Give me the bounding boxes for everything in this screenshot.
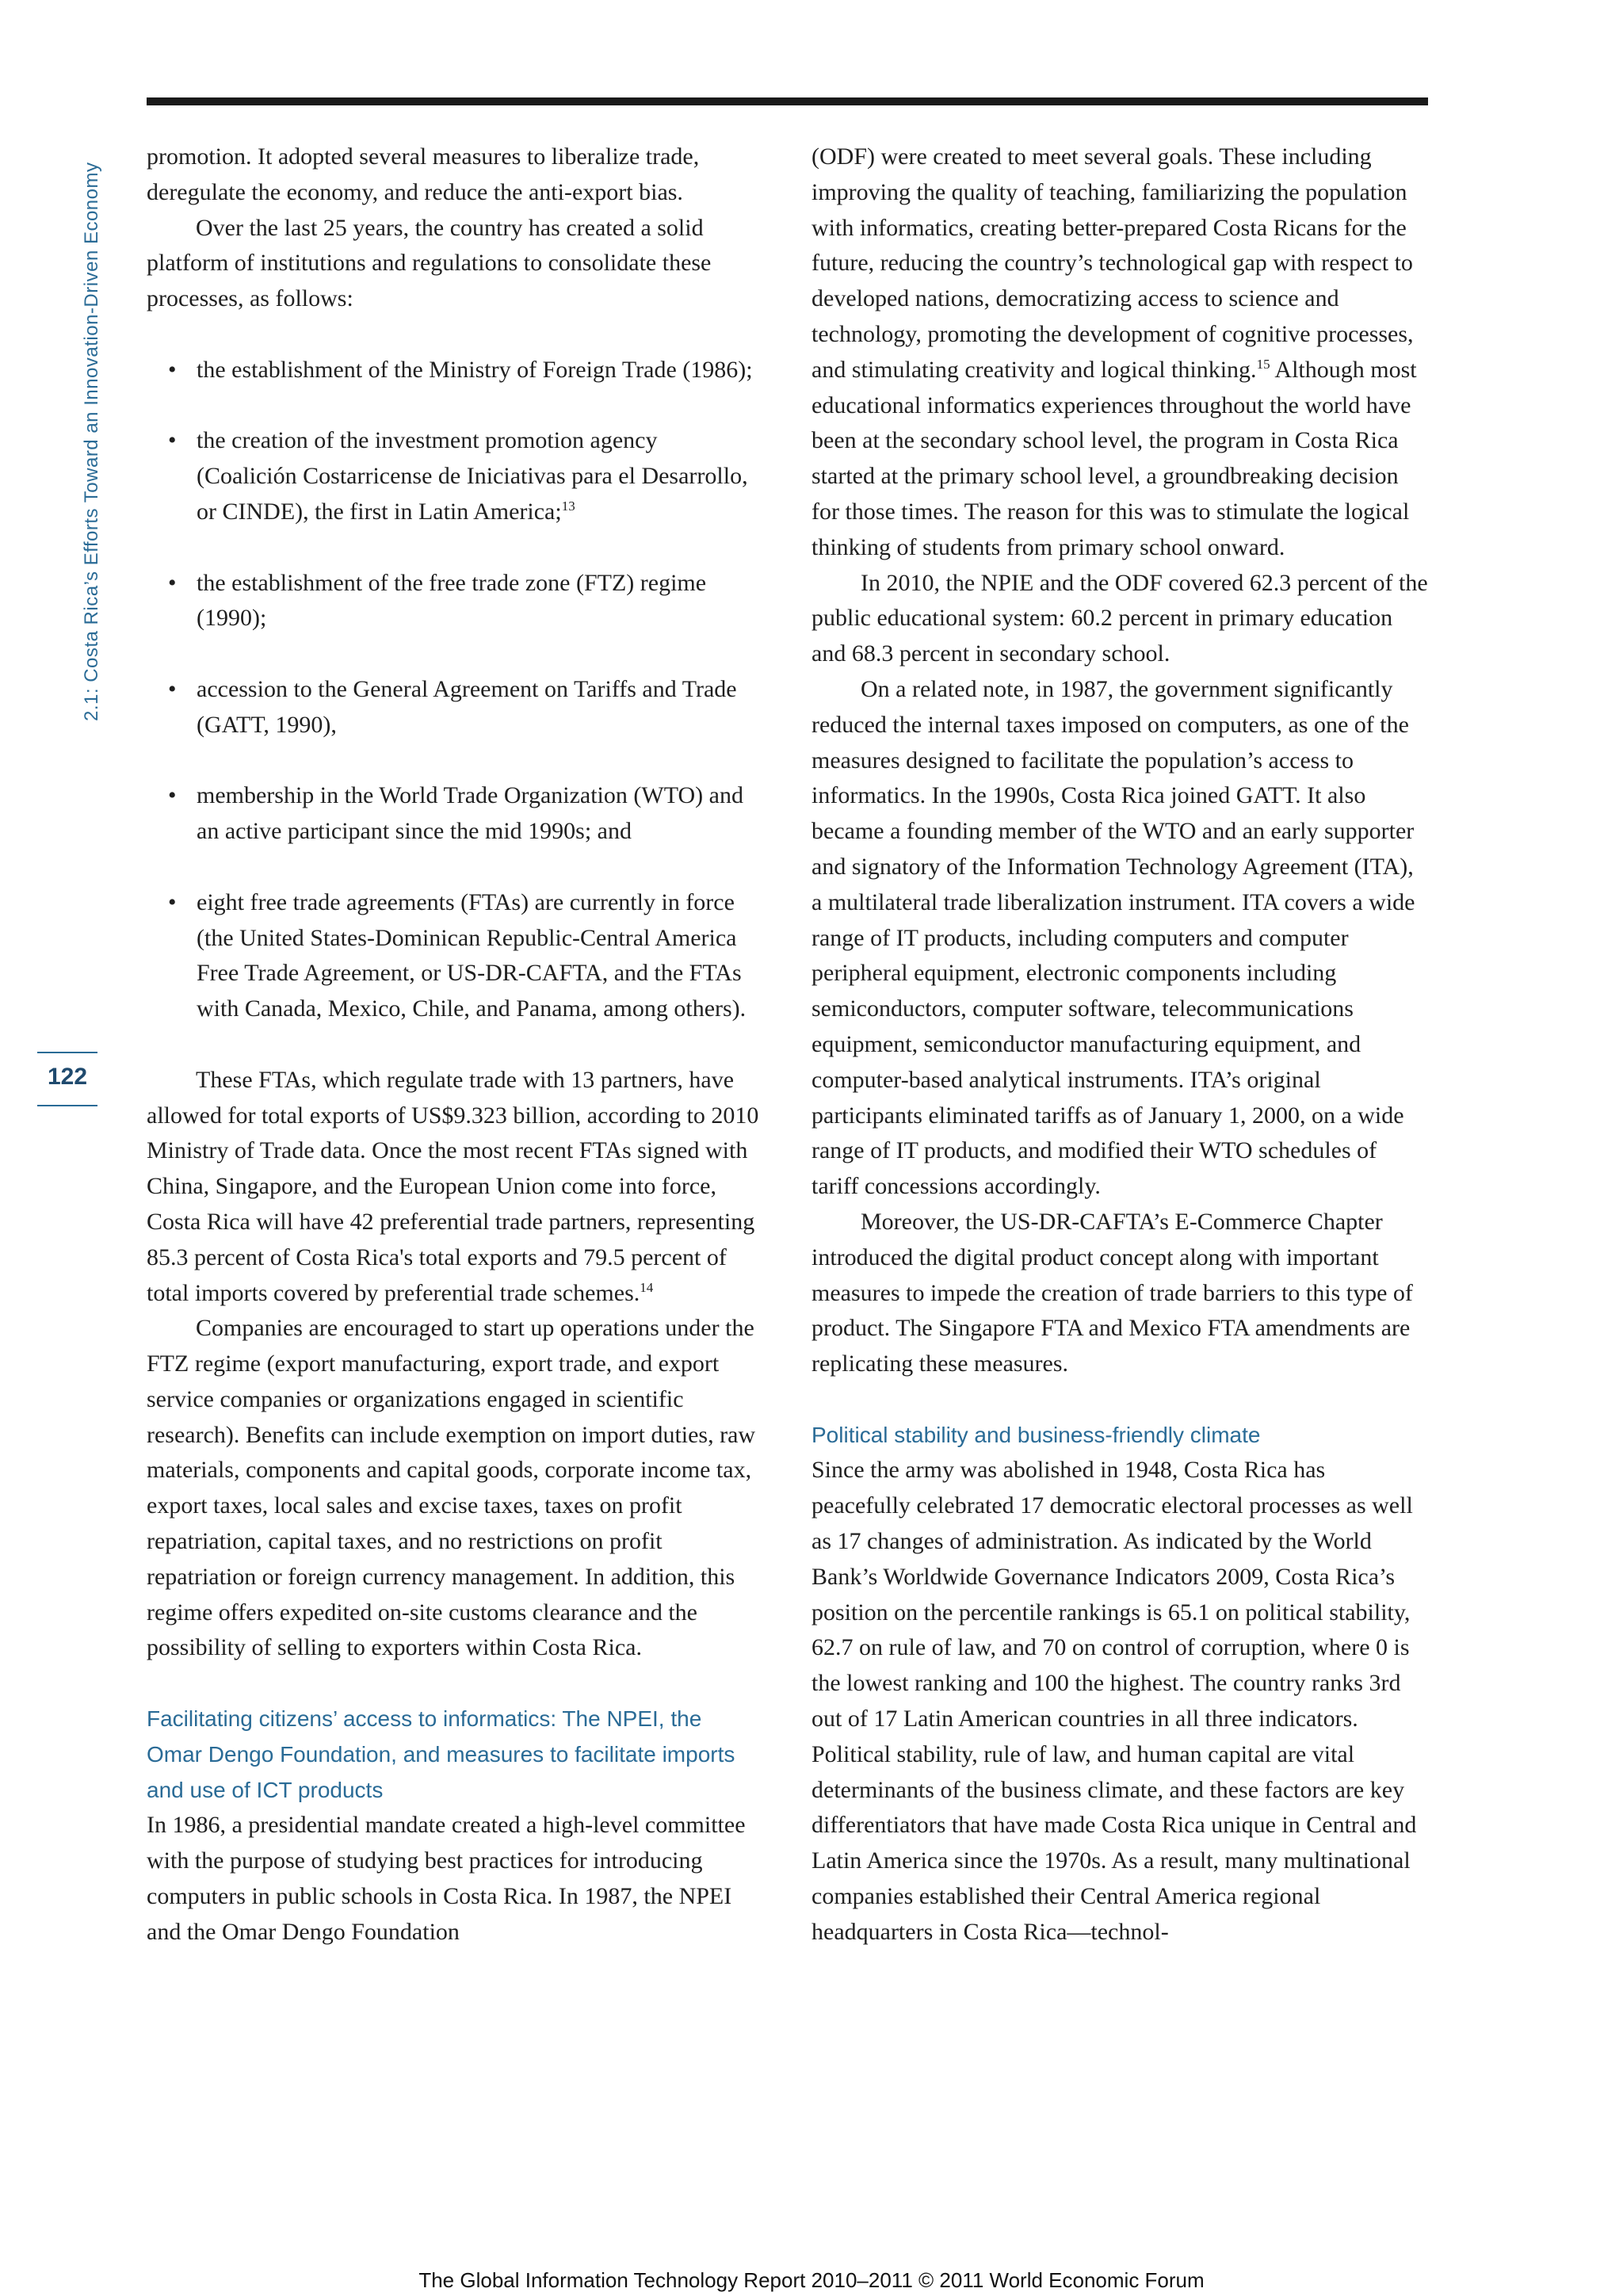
bullet-icon: •	[168, 782, 177, 809]
footnote-ref: 15	[1256, 356, 1270, 372]
list-item: • the establishment of the free trade zone (FTZ) regime (1990);	[147, 566, 761, 637]
bullet-icon: •	[168, 356, 177, 383]
footnote-ref: 14	[640, 1279, 654, 1295]
section-heading: Political stability and business-friendly climate	[812, 1422, 1261, 1447]
footnote-ref: 13	[561, 498, 575, 514]
paragraph: Over the last 25 years, the country has created a solid platform of institutions and regulations to consolidate these processes, as follows:	[147, 214, 712, 312]
right-column	[812, 139, 1430, 1950]
list-item: • membership in the World Trade Organization (WTO) and an active participant since the mid 1990s; and	[147, 778, 761, 850]
paragraph: On a related note, in 1987, the government significantly reduced the internal taxes imposed on computers, as one of the measures designed to facilitate the population’s access to informatics. In the 1990s, Costa Rica joined GATT. It also became a founding member of the WTO and an early supporter and signatory of the Information Technology Agreement (ITA), a multilateral trade liberalization instrument. ITA covers a wide range of IT products, including computers and computer peripheral equipment, electronic components including semiconductors, computer software, telecommunications equipment, semiconductor manufacturing equipment, and computer-based analytical instruments. ITA’s original participants eliminated tariffs as of January 1, 2000, on a wide range of IT products, and modified their WTO schedules of tariff concessions accordingly.	[812, 675, 1415, 1200]
list-item: • eight free trade agreements (FTAs) are currently in force (the United States-Dominican Republic-Central America Free Trade Agreement, or US-DR-CAFTA, and the FTAs with Canada, Mexico, Chile, and Panama, among others).	[147, 885, 761, 1027]
paragraph: Moreover, the US-DR-CAFTA’s E-Commerce Chapter introduced the digital product concept along with important measures to impede the creation of trade barriers to this type of product. The Singapore FTA and Mexico FTA amendments are replicating these measures.	[812, 1208, 1413, 1377]
section-heading: Facilitating citizens’ access to informatics: The NPEI, the Omar Dengo Foundation, and measures to facilitate imports and use of ICT products	[147, 1706, 735, 1802]
paragraph: In 2010, the NPIE and the ODF covered 62.3 percent of the public educational system: 60.2 percent in primary education and 68.3 percent in secondary school.	[812, 569, 1428, 667]
bullet-icon: •	[168, 675, 177, 702]
page-number-rule-top	[37, 1052, 97, 1053]
page-number: 122	[47, 1064, 88, 1090]
paragraph: (ODF) were created to meet several goals. These including improving the quality of teaching, familiarizing the population with informatics, creating better-prepared Costa Ricans for the future, reducing the country’s technological gap with respect to developed nations, democratizing access to science and technology, promoting the development of cognitive processes, and stimulating creativity and logical thinking.$^{15}$ Although most educational informatics experiences throughout the world have been at the secondary school level, the program in Costa Rica started at the primary school level, a groundbreaking decision for those times. The reason for this was to stimulate the logical thinking of students from primary school onward.	[812, 143, 1417, 560]
paragraph: In 1986, a presidential mandate created a high-level committee with the purpose of studying best practices for introducing computers in public schools in Costa Rica. In 1987, the NPEI and the Omar Dengo Foundation	[147, 1812, 746, 1945]
list-item: • the establishment of the Ministry of Foreign Trade (1986);	[147, 353, 761, 388]
paragraph: promotion. It adopted several measures to liberalize trade, deregulate the economy, and reduce the anti-export bias.	[147, 143, 700, 205]
paragraph: These FTAs, which regulate trade with 13 partners, have allowed for total exports of US$9.323 billion, according to 2010 Ministry of Trade data. Once the most recent FTAs signed with China, Singapore, and the European Union come into force, Costa Rica will have 42 preferential trade partners, representing 85.3 percent of Costa Rica's total exports and 79.5 percent of total imports covered by preferential trade schemes.$^{14}$	[147, 1066, 759, 1306]
bullet-list	[147, 353, 761, 1027]
page-number-rule-bottom	[37, 1105, 97, 1106]
footer: The Global Information Technology Report 2010–2011 © 2011 World Economic Forum	[418, 2268, 1205, 2292]
paragraph: Since the army was abolished in 1948, Costa Rica has peacefully celebrated 17 democratic electoral processes as well as 17 changes of administration. As indicated by the World Bank’s Worldwide Governance Indicators 2009, Costa Rica’s position on the percentile rankings is 65.1 on political stability, 62.7 on rule of law, and 70 on control of corruption, where 0 is the lowest ranking and 100 the highest. The country ranks 3rd out of 17 Latin American countries in all three indicators. Political stability, rule of law, and human capital are vital determinants of the business climate, and these factors are key differentiators that have made Costa Rica unique in Central and Latin America since the 1970s. As a result, many multinational companies established their Central America regional headquarters in Costa Rica—technol-	[812, 1457, 1417, 1945]
list-item: • accession to the General Agreement on Tariffs and Trade (GATT, 1990),	[147, 672, 761, 743]
top-rule	[147, 97, 1428, 105]
bullet-icon: •	[168, 569, 177, 596]
left-column	[147, 139, 761, 1950]
list-item: • the creation of the investment promotion agency (Coalición Costarricense de Iniciativas para el Desarrollo, or CINDE), the first in Latin America;$^{13}$	[147, 423, 761, 529]
bullet-icon: •	[168, 888, 177, 915]
paragraph: Companies are encouraged to start up operations under the FTZ regime (export manufacturing, export trade, and export service companies or organizations engaged in scientific research). Benefits can include exemption on import duties, raw materials, components and capital goods, corporate income tax, export taxes, local sales and excise taxes, taxes on profit repatriation, capital taxes, and no restrictions on profit repatriation or foreign currency management. In addition, this regime offers expedited on-site customs clearance and the possibility of selling to exporters within Costa Rica.	[147, 1315, 756, 1661]
running-title: 2.1: Costa Rica’s Efforts Toward an Innovation-Driven Economy	[81, 162, 102, 721]
bullet-icon: •	[168, 427, 177, 454]
